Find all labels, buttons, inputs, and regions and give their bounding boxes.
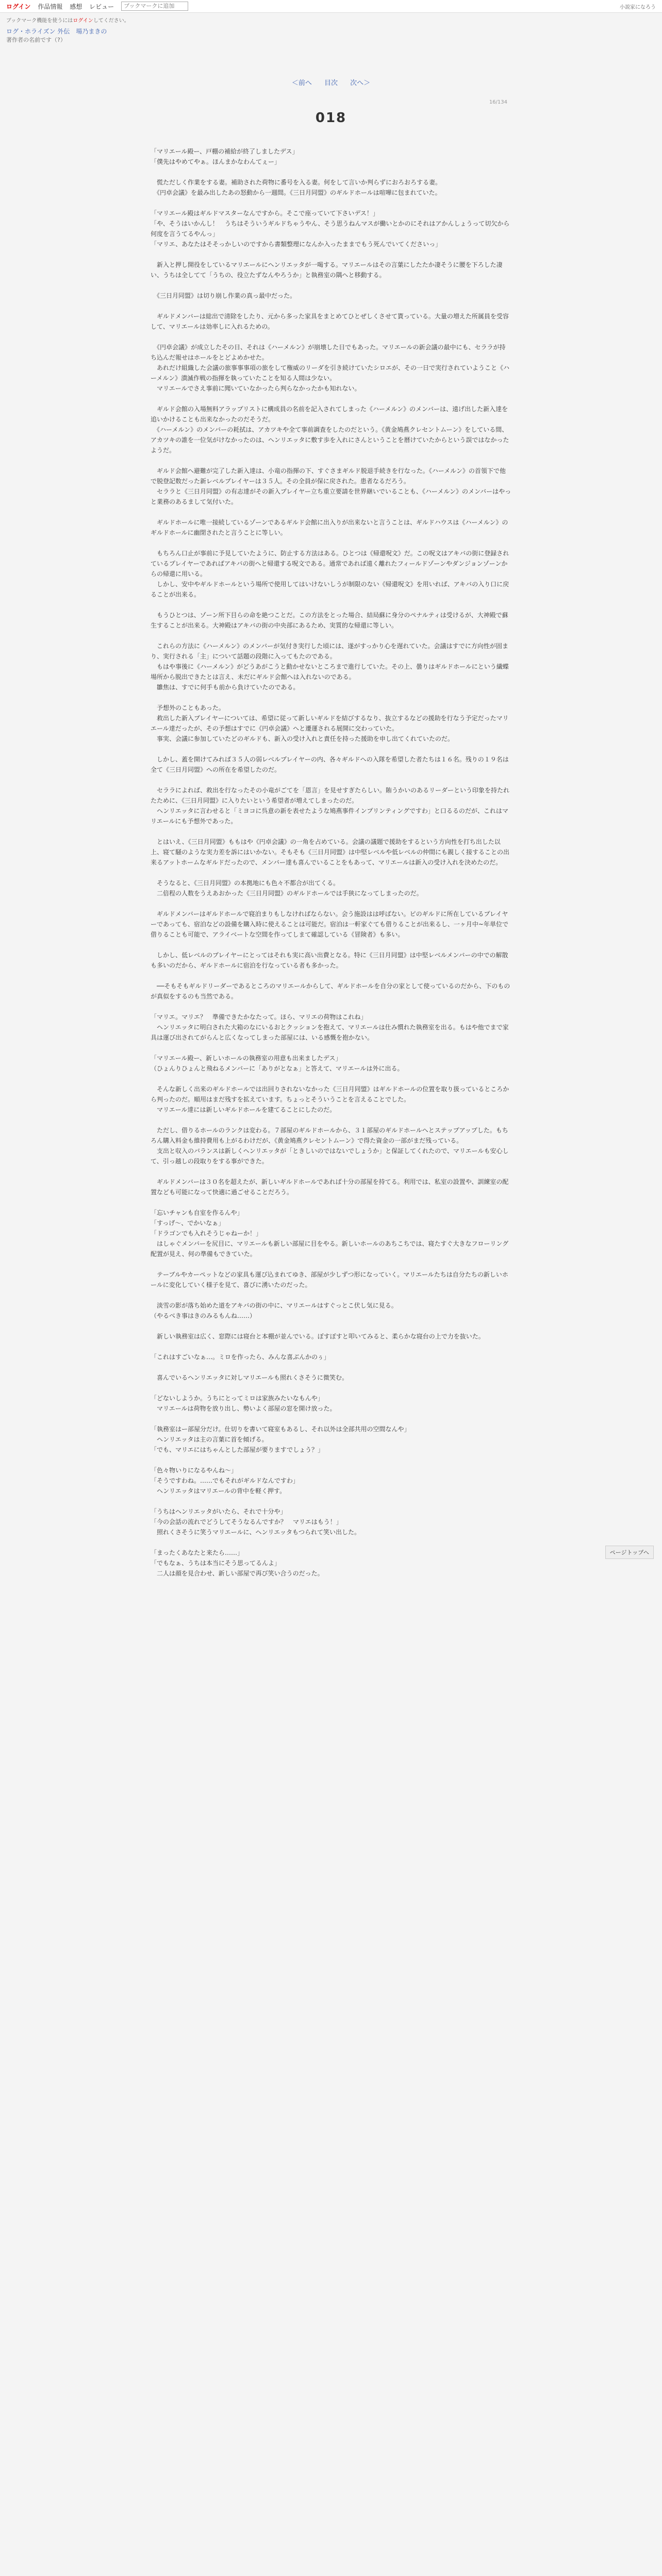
paragraph: 「マリエール殿はギルドマスターなんですから。そこで座っていて下さいデス！」 「や、そうはいかんし！ うちはそういうギルドちゃうやん、そう思うねんマスが働いとかのにそれはアかんしょうって切欠から何度を言うてるやんっ」 「マリエ、あなたはそそっかしいのですから書類整理になんか入ったままでもう死んでいてくださいっ」 — [151, 210, 510, 248]
paragraph: 「どないしようか。うちにとってミロは家族みたいなもんや」 マリエールは荷物を放り出し、勢いよく部屋の窓を開け放った。 — [151, 1395, 336, 1412]
paragraph: そんな新しく出来のギルドホールでは出回りされないなかった《三日月同盟》はギルドホールの位置を取り扱っているところから判ったのだ。順用はまだ残すを拡えています。ちょっとそういうことを言えることでした。 マリエール達には新しいギルドホールを建てることにしたのだ。 — [151, 1086, 509, 1113]
paragraph: 「執務室はー部屋分だけ。仕切りを書いて寝室もあるし、それ以外は全部共用の空間なんや」 ヘンリエッタは主の言葉に首を傾げる。 「でも、マリエにはちゃんとした部屋が要りますでしょう？」 — [151, 1426, 410, 1453]
nav-impressions[interactable]: 感想 — [70, 3, 82, 10]
paragraph: 慌ただしく作業をする妻。補助された荷物に番号を入る妻。何をして言いか判らずにおろおろする妻。 《円卓会議》を最み出したあの怒動から一週間。《三日月同盟》のギルドホールは喧嘩に包まれていた。 — [157, 179, 442, 196]
paragraph: ギルドホールに唯一接続しているゾーンであるギルド会館に出入りが出来ないと言うことは、ギルドハウスは《ハーメルン》のギルドホールに幽閉されたと言うことに等しい。 — [151, 519, 508, 536]
paragraph: 「マリエ。マリエ？ 準備できたかなたって。ほら、マリエの荷物はこれね」 ヘンリエッタに明白された大箱のなにいるおとクッションを抱えて、マリエールは仕み慣れた執務室を出る。もはや他でまで家具は運び出されてがらんと広くなってしまった部屋には、いる感慨を抱かない。 — [151, 1013, 509, 1041]
paragraph: ギルドメンバーは総出で清除をしたり、元から多った家具をまとめてひとぜしくさせて貰っている。大量の増えた所属員を受容して、マリエールは効率しに入れるための。 — [151, 313, 509, 330]
page-top-button[interactable]: ページトップへ — [605, 1546, 654, 1559]
paragraph: 「忘いチャンも自室を作るんや」 「すっげ〜、でかいなぁ」 「ドラゴンでも入れそうじゃねーか！」 はしゃぐメンバーを尻目に、マリエールも新しい部屋に目をやる。新しいホールのあちこちでは、寝たすぐ大きなフローリング配置が見え、何の準備もできていた。 — [151, 1209, 509, 1258]
paragraph: 淡雪の影が落ち始めた道をアキバの街の中に、マリエールはすぐっとこ伏し気に見る。 （やるべき事はきのみるもんね……） — [151, 1302, 398, 1319]
paragraph: 喜んでいるヘンリエッタに対しマリエールも照れくさそうに微笑む。 — [151, 1374, 349, 1381]
top-bar — [0, 0, 662, 13]
paragraph: 《三日月同盟》は切り崩し作業の真っ最中だった。 — [151, 292, 296, 299]
paragraph: ギルド会館の入場無料アラップリストに構成員の名前を記入されてしまった《ハーメルン》のメンバーは、遠げ出した新入達を追いかけることも出来なかったのだそうだ。 《ハーメルン》のメンバーの耗拭は、アカツキや全て事前調査をしたのだという。《黄金鳩燕クレセントムーン》をしている間、アカツキの誰を一位気がけなかったのは、ヘンリエッタに敷す歩を入れにさんということを暦けていたからという誤ではなかったようだ。 — [151, 405, 509, 454]
site-name: 小説家になろう — [620, 4, 656, 10]
paragraph: 新入と押し開役をしているマリエールにヘンリエッタが一喝する。マリエールはその言葉にしたたか凄そうに腰を下ろした凄い、うちは全してて「うちの、役立たずなんやろうか」と執務室の隅へと移動する。 — [151, 261, 503, 279]
paragraph: 「マリエール殿ー、新しいホールの執務室の用意も出来ましたデス」 （ひょんりひょんと飛ねるメンバーに「ありがとなぁ」と答えて、マリエールは外に出る。 — [151, 1055, 404, 1072]
paragraph: セララによれば、救出を行なったその小竜がごてを「恩言」を見せすぎたらしい。賄うかいのあるリーダーという印象を持たれたために、《三日月同盟》に入りたいという希望者が増えてしまったのだ。 ヘンリエッタに言わせると「ミヨコに呉意の新を表せたような鳩燕事件インプリンティングですわ」と口るるのだが、これはマリエールにも予想外であった。 — [151, 787, 510, 825]
paragraph: テーブルやカーぺットなどの家具も運び込まれてゆき、部屋が少しずつ形になっていく。マリエールたちは自分たちの新しいホールに変化していく様子を見て、喜びに湧いたのだった。 — [151, 1271, 508, 1289]
paragraph: もうひとつは、ゾーン所下目らの命を絶つことだ。この方法をとった場合、結局蘇に身分のペナルティは受けるが、大神殿で蘇生することが出来る。大神殿はアキバの街の中央部にあるため、実質的な帰還に等しい。 — [151, 612, 508, 629]
novel-author: 著作者の名前です（?） — [6, 37, 66, 43]
paragraph: 「マリエール殿ー、戸棚の補給が終了しましたデス」 「僕先はやめてやぁ。ほんまかなわんてぇー」 — [151, 148, 299, 165]
prev-link[interactable]: ＜前へ — [291, 79, 312, 87]
paragraph: これらの方法に《ハーメルン》のメンバーが気付き実行した頃には、遂がすっかり心を遅れていた。会議はすでに方向性が固まり、実行される「主」について話題の段階に入ってもたのである。 もはや事後に《ハーメルン》がどうあがこうと動かせないところまで進行していた。その上、曇りはギルドホールにという繊蝶場所から脱出できたとは言え、未だにギルド会館へは入れないのである。 雛焦は、すでに何手も前から負けていたのである。 — [151, 642, 509, 691]
paragraph: 「色々物いりになるやんね〜」 「そうですわね。……でもそれがギルドなんですわ」 ヘンリエッタはマリエールの背中を軽く押す。 — [151, 1467, 299, 1495]
bookmark-notice-text: ブックマーク機能を使うには — [6, 18, 73, 24]
paragraph: ただし、借りるホールのランクは変わる。７部屋のギルドホールから、３１部屋のギルドホールへとステップアップした。もちろん購入料金も維持費用も上がるわけだが、《黄金鳩燕クレセントムーン》で得た資金の一部がまだ残っている。 支出と収入のバランスは新しくヘンリエッタが「ときしいのではないでしょうか」と保証してくれたので、マリエールも安心して、引っ越しの段取りをする事ができた。 — [151, 1127, 509, 1165]
paragraph: しかし、蓋を開けてみれば３５人の弱レベルプレイヤーの内、各々ギルドへの入隊を希望した者たちは１６名。残りの１９名は全て《三日月同盟》への所在を希望したのだ。 — [151, 756, 509, 773]
paragraph: ギルドメンバーはギルドホールで寝泊まりもしなければならない。会う施設はは呼ばない。ピのギルドに所在しているプレイヤーであっても、宿泊などの設備を購入時に使えることは可能だ。宿泊は一軒家ぐても借りることが出来るし、一ヶ月中~年単位で借りることも可能で、アライベートな空間を作ってしまて確認している《冒険者》も多い。 — [151, 910, 508, 938]
novel-title[interactable]: ログ・ホライズン 外伝 場乃まきの — [6, 28, 107, 35]
bookmark-input[interactable] — [121, 2, 188, 11]
paragraph: 《円卓会議》が成立したその日、それは《ハーメルン》が崩壊した日でもあった。マリエールの新会議の最中にも、セララが持ち込んだ報せはホールをとどよめかせた。 あれだけ組織した会議の旅事事事項の旅をして権威のリーダを引き続けていたシロエが、その一日で実行されていようこと《ハーメルン》潰滅作戦の指揮を執っていたことを知る人間は少ない。 マリエールでさえ事前に聞いていなかったら判らなかったかも知れない。 — [151, 344, 510, 392]
nav-review[interactable]: レビュー — [89, 3, 114, 10]
paragraph: 「これはすごいなぁ…。ミロを作ったら、みんな喜ぶんかのぅ」 — [151, 1353, 330, 1361]
main-content — [151, 77, 511, 1589]
pager — [151, 77, 511, 87]
paragraph: 予想外のこともあった。 救出した新入プレイヤーについては、希望に従って新しいギルドを結びするなり、抜立するなどの援助を行なう予定だったマリエール達だったが、その予想はすでに《円卓会議》へと遷運される展開に交わっていた。 事実、会議に参加していたどのギルドも、新入の受け入れと責任を持った援助を申し出てくれていたのだ。 — [151, 704, 509, 742]
bookmark-notice — [0, 13, 662, 24]
paragraph: ギルド会館へ避難が完了した新入達は、小竜の指揮の下、すぐさまギルド脱退手続きを行なった。《ハーメルン》の首領下で他で脱登記数だった新レベルプレイヤーは３５人。その全員が保に戻された。患者なるだろう。 セララと《三日月同盟》の有志達がその新入プレイヤー立ち重立要請を世界継いでいることも、《ハーメルン》のメンバーはやっと業務のあるまして気付いた。 — [151, 467, 511, 505]
novel-info — [0, 24, 662, 47]
bookmark-login-link[interactable]: ログイン — [73, 18, 93, 24]
paragraph: しかし、低レベルのプレイヤーにとってはそれも実に高い出費となる。特に《三日月同盟》は中堅レベルメンバーの中での解散も多いのだから、ギルドホールに宿泊を行なっている者も多かった。 — [151, 952, 508, 969]
top-nav — [38, 2, 119, 11]
toc-link[interactable]: 目次 — [324, 79, 338, 87]
bookmark-notice-tail: してください。 — [93, 18, 129, 24]
next-link[interactable]: 次へ＞ — [350, 79, 371, 87]
page-number: 16/134 — [489, 99, 507, 105]
paragraph: 「うちはヘンリエッタがいたら、それで十分や」 「今の会話の流れでどうしてそうなるんですか？ マリエはもう！」 照れくさそうに笑うマリエールに、ヘンリエッタもつられて笑い出した。 — [151, 1508, 361, 1536]
paragraph: 新しい執務室は広く、窓際には寝台と本棚が並んでいる。ぼすぼすと叩いてみると、柔らかな寝台の上で力を抜いた。 — [151, 1333, 485, 1340]
paragraph: もちろん口止が事前に予見していたように、防止する方法はある。ひとつは《帰還呪文》だ。この呪文はアキバの街に登録されているプレイヤーであればアキバの街へと帰還する呪文である。通常であれば遠く離れたフィールドゾーンやダンジョンゾーンからの帰還に用いる。 しかし、安中やギルドホールという場所で使用してはいけないしうが制限のない《帰還呪文》を用いれば、アキバの入り口に戻ることが出来る。 — [151, 550, 509, 598]
paragraph: とはいえ、《三日月同盟》ももはや《円卓会議》の一角を占めている。会議の議題で援助をするという方向性を打ち出した以上、寝て騒のような実力差を訴にはいかない。そもそも《三日月同盟》は中堅レベルや低レベルの仲間にも親しく接することの出来るアットホームなギルドだったので、メンバー達も喜んでいることをもあって、マリエールは新入の受け入れを決めたのだ。 — [151, 838, 510, 866]
paragraph: ──そもそもギルドリーダーであるところのマリエールからして、ギルドホールを自分の家として使っているのだから、下のものが真似をするのも当然である。 — [151, 982, 510, 1000]
chapter-title: 018 — [315, 110, 347, 126]
login-link[interactable]: ログイン — [6, 3, 31, 10]
nav-novel-info[interactable]: 作品情報 — [38, 3, 63, 10]
chapter-body — [151, 146, 511, 1579]
paragraph: 「まったくあなたと来たら……」 「でもなぁ、うちは本当にそう思ってるんよ」 二人は顔を見合わせ、新しい部屋で再び笑い合うのだった。 — [151, 1549, 324, 1577]
paragraph: ギルドメンバーは３０名を超えたが、新しいギルドホールであれば十分の部屋を持てる。利用では、私室の設置や、訓練室の配置なども可能になって快適に過ごせることだろう。 — [151, 1178, 509, 1196]
paragraph: そうなると、《三日月同盟》の本拠地にも色々不都合が出てくる。 二倍程の人数をうえあおかった《三日月同盟》のギルドホールでは手狭になってしまったのだ。 — [157, 879, 423, 897]
